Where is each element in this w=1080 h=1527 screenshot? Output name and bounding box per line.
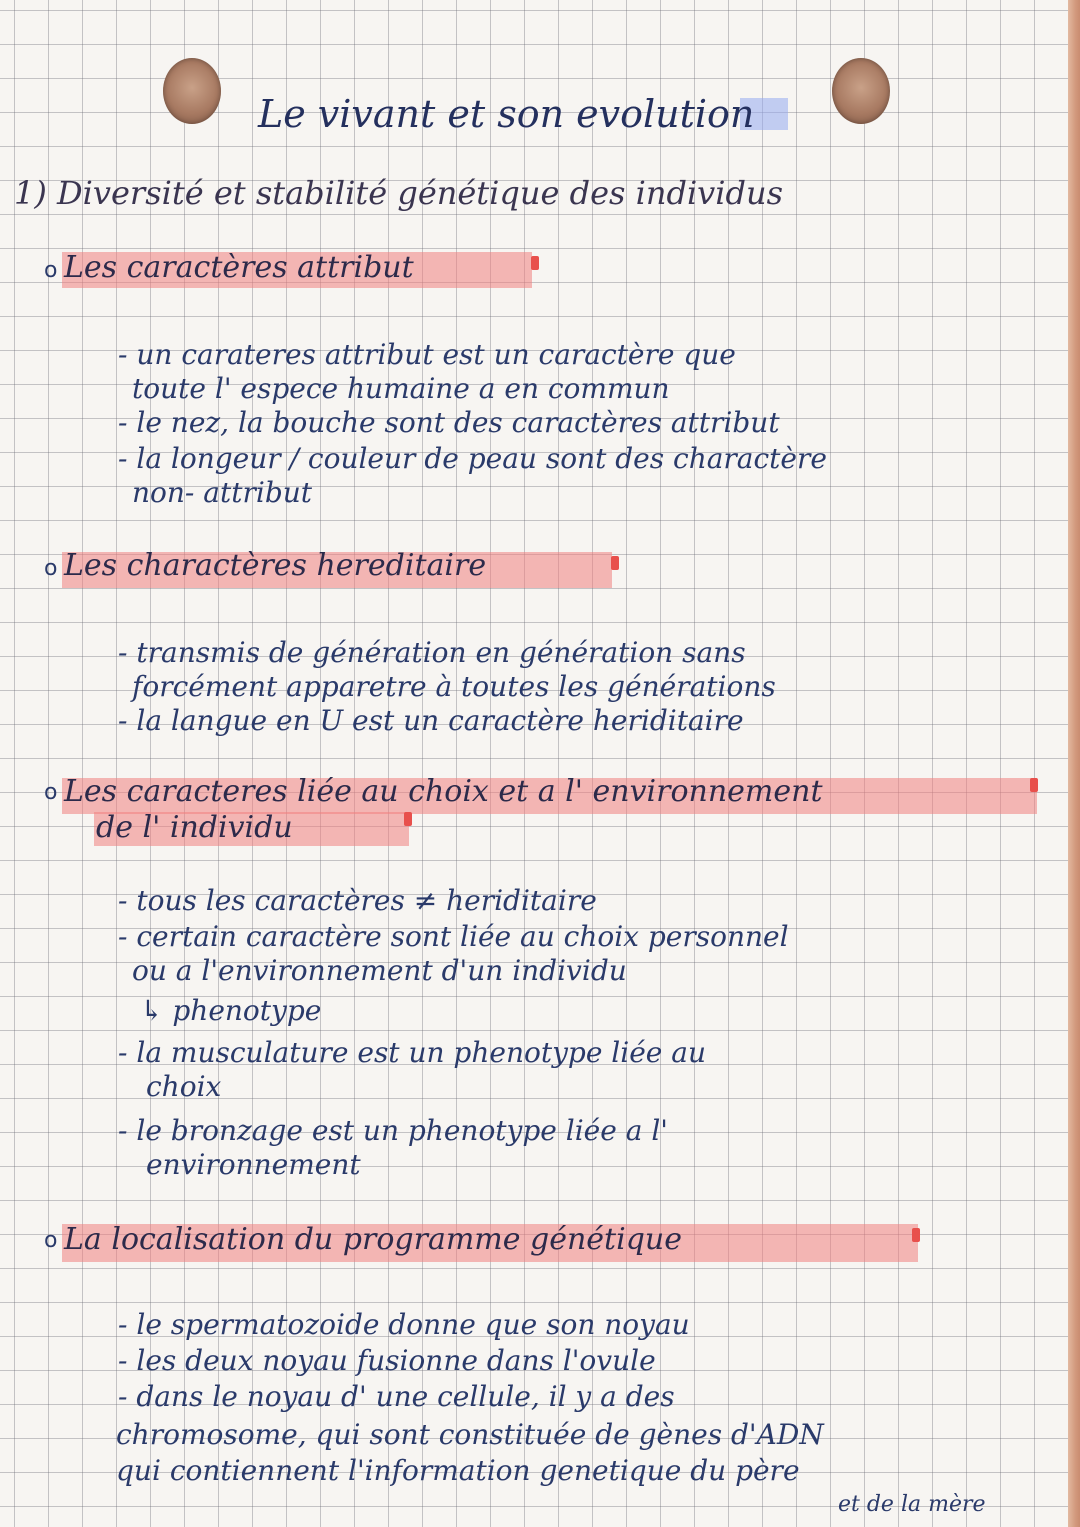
note-line: forcément apparetre à toutes les générations — [132, 670, 776, 703]
bullet-1: o — [44, 258, 58, 283]
note-line: environnement — [146, 1148, 361, 1181]
page-title: Le vivant et son evolution — [258, 92, 755, 136]
note-line: - la musculature est un phenotype liée au — [118, 1036, 706, 1069]
heading-marker-4 — [912, 1228, 920, 1242]
heading-choix-environnement: Les caracteres liée au choix et a l' environnement — [64, 774, 823, 809]
heading-marker-2 — [611, 556, 619, 570]
note-line: choix — [146, 1070, 222, 1103]
note-line: - certain caractère sont liée au choix personnel — [118, 920, 789, 953]
note-line: ou a l'environnement d'un individu — [132, 954, 627, 987]
heading-marker-3b — [404, 812, 412, 826]
note-line: - le bronzage est un phenotype liée a l' — [118, 1114, 668, 1147]
note-line: - un carateres attribut est un caractère que — [118, 338, 736, 371]
note-line: toute l' espece humaine a en commun — [132, 372, 670, 405]
note-line: - le nez, la bouche sont des caractères attribut — [118, 406, 780, 439]
bullet-3: o — [44, 780, 58, 805]
note-line: - transmis de génération en génération sans — [118, 636, 746, 669]
punch-hole-left — [163, 58, 221, 124]
note-line: - les deux noyau fusionne dans l'ovule — [118, 1344, 656, 1377]
note-line: ↳ phenotype — [140, 994, 322, 1027]
note-line: - la longeur / couleur de peau sont des charactère — [118, 442, 827, 475]
note-line: - le spermatozoide donne que son noyau — [118, 1308, 690, 1341]
page-edge — [1068, 0, 1080, 1527]
bullet-4: o — [44, 1228, 58, 1253]
heading-hereditaire: Les charactères hereditaire — [64, 548, 487, 583]
heading-marker-1 — [531, 256, 539, 270]
note-line: - la langue en U est un caractère heriditaire — [118, 704, 744, 737]
note-line: - tous les caractères ≠ heriditaire — [118, 884, 597, 917]
heading-attribut: Les caractères attribut — [64, 250, 414, 285]
note-line: non- attribut — [132, 476, 313, 509]
heading-choix-environnement-cont: de l' individu — [96, 810, 293, 845]
heading-marker-3 — [1030, 778, 1038, 792]
note-line: chromosome, qui sont constituée de gènes d'ADN — [116, 1418, 824, 1451]
note-line: et de la mère — [838, 1492, 986, 1517]
note-line: qui contiennent l'information genetique du père — [116, 1454, 800, 1487]
section-heading: 1) Diversité et stabilité génétique des individus — [14, 174, 783, 212]
note-line: - dans le noyau d' une cellule, il y a des — [118, 1380, 675, 1413]
bullet-2: o — [44, 556, 58, 581]
punch-hole-right — [832, 58, 890, 124]
heading-programme-genetique: La localisation du programme génétique — [64, 1222, 682, 1257]
